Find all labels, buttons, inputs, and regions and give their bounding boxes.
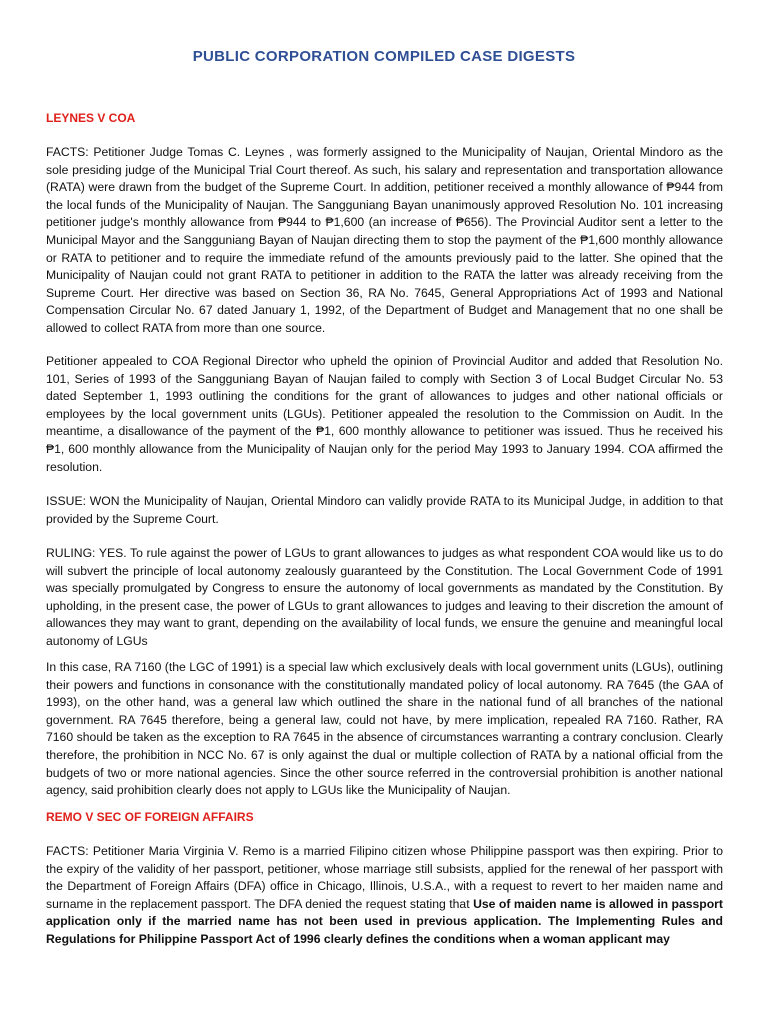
leynes-facts-paragraph: FACTS: Petitioner Judge Tomas C. Leynes , was formerly assigned to the Municipality of Naujan, Oriental Mindoro as the sole presiding judge of the Municipal Trial Court thereof. As such, his salary and representation and transportation allowance (RATA) were drawn from the budget of the Supreme Court. In addition, petitioner received a monthly allowance of ₱944 from the local funds of the Municipality of Naujan. The Sangguniang Bayan unanimously approved Resolution No. 101 increasing petitioner judge's monthly allowance from ₱944 to ₱1,600 (an increase of ₱656). The Provincial Auditor sent a letter to the Municipal Mayor and the Sangguniang Bayan of Naujan directing them to stop the payment of the ₱1,600 monthly allowance or RATA to petitioner and to require the immediate refund of the amounts previously paid to the latter. She opined that the Municipality of Naujan could not grant RATA to petitioner in addition to the RATA the latter was already receiving from the Supreme Court. Her directive was based on Section 36, RA No. 7645, General Appropriations Act of 1993 and National Compensation Circular No. 67 dated January 1, 1992, of the Department of Budget and Management that no one shall be allowed to collect RATA from more than one source. [46,145,723,335]
document-title: PUBLIC CORPORATION COMPILED CASE DIGESTS [192,48,576,65]
case-heading-leynes: LEYNES V COA [46,111,136,125]
leynes-analysis-paragraph: In this case, RA 7160 (the LGC of 1991) is a special law which exclusively deals with local government units (LGUs), outlining their powers and functions in consonance with the constitutionally mandated policy of local autonomy. RA 7645 (the GAA of 1993), on the other hand, was a general law which outlined the share in the national fund of all branches of the national government. RA 7645 therefore, being a general law, could not have, by mere implication, repealed RA 7160. Rather, RA 7160 should be taken as the exception to RA 7645 in the absence of circumstances warranting a contrary conclusion. Clearly therefore, the prohibition in NCC No. 67 is only against the dual or multiple collection of RATA by a national official from the budgets of two or more national agencies. Since the other source referred in the controversial prohibition is another national agency, said prohibition clearly does not apply to LGUs like the Municipality of Naujan. [46,660,723,798]
remo-facts-text-2: The Implementing Rules and Regulations for Philippine Passport Act of 1996 clearly defines the conditions when a woman applicant may [46,914,723,946]
case-heading-remo: REMO V SEC OF FOREIGN AFFAIRS [46,810,254,824]
leynes-issue-paragraph: ISSUE: WON the Municipality of Naujan, Oriental Mindoro can validly provide RATA to its Municipal Judge, in addition to that provided by the Supreme Court. [46,494,723,526]
remo-facts-paragraph [46,843,723,949]
remo-facts-bold-quote: Use of maiden name is allowed in passport application only if the married name has not been used in previous application. [46,896,723,929]
remo-facts-text-1: FACTS: Petitioner Maria Virginia V. Remo is a married Filipino citizen whose Philippine passport was then expiring. Prior to the expiry of the validity of her passport, petitioner, whose marriage still subsists, applied for the renewal of her passport with the Department of Foreign Affairs (DFA) office in Chicago, Illinois, U.S.A., with a request to revert to her maiden name and surname in the replacement passport. The DFA denied the request stating that [46,844,723,911]
leynes-appeal-paragraph: Petitioner appealed to COA Regional Director who upheld the opinion of Provincial Auditor and added that Resolution No. 101, Series of 1993 of the Sangguniang Bayan of Naujan failed to comply with Section 3 of Local Budget Circular No. 53 dated September 1, 1993 outlining the conditions for the grant of allowances to judges and other national officials or employees by the local government units (LGUs). Petitioner appealed the resolution to the Commission on Audit. In the meantime, a disallowance of the payment of the ₱1, 600 monthly allowance to petitioner was issued. Thus he received his ₱1, 600 monthly allowance from the Municipality of Naujan only for the period May 1993 to January 1994. COA affirmed the resolution. [46,354,723,474]
leynes-ruling-paragraph: RULING: YES. To rule against the power of LGUs to grant allowances to judges as what respondent COA would like us to do will subvert the principle of local autonomy zealously guaranteed by the Constitution. The Local Government Code of 1991 was specially promulgated by Congress to ensure the autonomy of local governments as mandated by the Constitution. By upholding, in the present case, the power of LGUs to grant allowances to judges and leaving to their discretion the amount of allowances they may want to grant, depending on the availability of local funds, we ensure the genuine and meaningful local autonomy of LGUs [46,546,723,648]
